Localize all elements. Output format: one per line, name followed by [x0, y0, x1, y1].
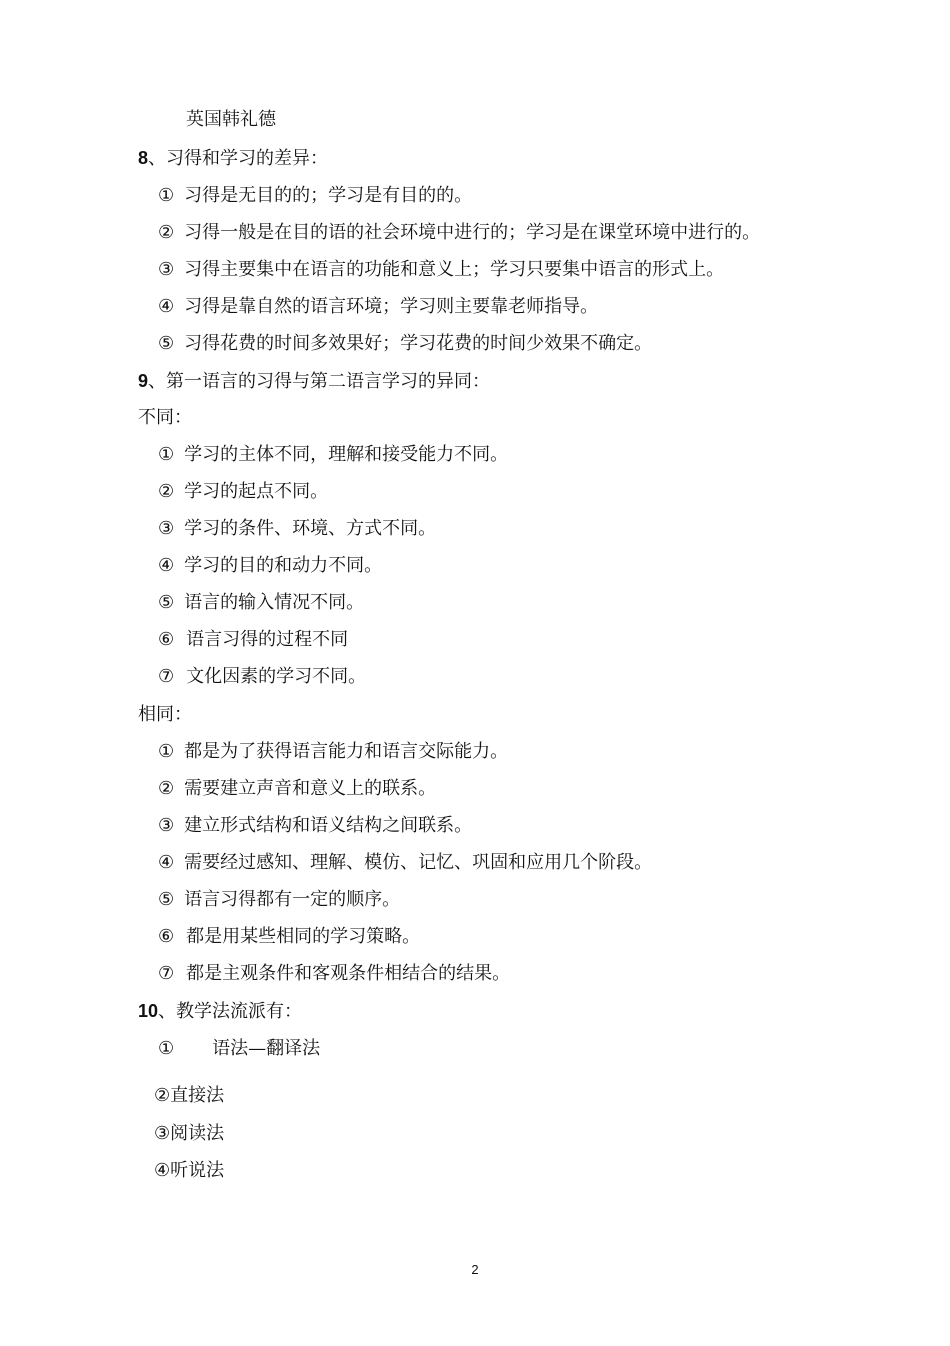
item-marker: ⑦ — [158, 963, 175, 984]
list-item — [158, 926, 420, 948]
item-text: 语言习得的过程不同 — [186, 629, 349, 650]
list-item — [158, 778, 436, 800]
item-text: 习得主要集中在语言的功能和意义上；学习只要集中语言的形式上。 — [184, 259, 725, 280]
list-item — [158, 741, 508, 763]
item-text: 文化因素的学习不同。 — [186, 666, 367, 687]
item-text: 都是主观条件和客观条件相结合的结果。 — [186, 963, 511, 984]
item-marker: ③ — [154, 1123, 171, 1144]
differences-label: 不同： — [138, 407, 192, 428]
similarities-label: 相同： — [138, 704, 192, 725]
list-item — [158, 629, 348, 651]
item-marker: ② — [158, 481, 175, 502]
item-marker: ④ — [154, 1160, 171, 1181]
item-text: 语言的输入情况不同。 — [184, 592, 365, 613]
list-item — [154, 1160, 224, 1182]
item-marker: ② — [158, 222, 175, 243]
item-marker: ① — [158, 444, 175, 465]
list-item — [154, 1123, 224, 1145]
list-item — [158, 852, 652, 874]
intro-line: 英国韩礼德 — [186, 109, 276, 130]
section-10-heading — [138, 1000, 302, 1023]
item-marker: ⑥ — [158, 629, 175, 650]
list-item — [158, 815, 472, 837]
item-text: 学习的主体不同，理解和接受能力不同。 — [184, 444, 509, 465]
item-marker: ④ — [158, 555, 175, 576]
item-marker: ⑦ — [158, 666, 175, 687]
section-title: 、习得和学习的差异： — [148, 148, 329, 169]
item-text: 习得是无目的的；学习是有目的的。 — [184, 185, 473, 206]
section-title: 、第一语言的习得与第二语言学习的异同： — [148, 371, 491, 392]
item-marker: ② — [154, 1085, 171, 1106]
list-item — [158, 259, 724, 281]
section-number: 10 — [138, 1001, 159, 1021]
list-item — [158, 555, 382, 577]
item-text: 习得花费的时间多效果好；学习花费的时间少效果不确定。 — [184, 333, 653, 354]
item-text: 需要建立声音和意义上的联系。 — [184, 778, 437, 799]
item-text: 习得一般是在目的语的社会环境中进行的；学习是在课堂环境中进行的。 — [184, 222, 761, 243]
list-item — [158, 518, 436, 540]
section-title: 、教学法流派有： — [158, 1001, 303, 1022]
item-text: 习得是靠自然的语言环境；学习则主要靠老师指导。 — [184, 296, 599, 317]
item-marker: ③ — [158, 518, 175, 539]
item-text: 建立形式结构和语义结构之间联系。 — [184, 815, 473, 836]
page-number: 2 — [471, 1262, 479, 1277]
list-item — [158, 185, 472, 207]
item-marker: ⑥ — [158, 926, 175, 947]
list-item — [158, 666, 366, 688]
section-8-heading — [138, 147, 328, 170]
item-marker: ① — [158, 185, 175, 206]
item-marker: ③ — [158, 259, 175, 280]
item-marker: ① — [158, 1038, 175, 1059]
list-item — [158, 296, 598, 318]
list-item — [158, 222, 760, 244]
list-item — [158, 592, 364, 614]
item-text: 阅读法 — [170, 1123, 225, 1144]
item-marker: ⑤ — [158, 592, 175, 613]
list-item — [158, 963, 510, 985]
list-item — [154, 1085, 224, 1107]
section-9-heading — [138, 370, 490, 393]
item-text: 都是用某些相同的学习策略。 — [186, 926, 421, 947]
list-item — [158, 481, 328, 503]
list-item — [158, 1038, 320, 1060]
item-text: 听说法 — [170, 1160, 225, 1181]
item-marker: ⑤ — [158, 333, 175, 354]
item-text: 语法—翻译法 — [212, 1038, 321, 1059]
list-item — [158, 444, 508, 466]
item-marker: ④ — [158, 296, 175, 317]
list-item — [158, 333, 652, 355]
item-marker: ⑤ — [158, 889, 175, 910]
item-marker: ① — [158, 741, 175, 762]
item-text: 需要经过感知、理解、模仿、记忆、巩固和应用几个阶段。 — [184, 852, 653, 873]
item-text: 学习的目的和动力不同。 — [184, 555, 383, 576]
item-marker: ③ — [158, 815, 175, 836]
item-text: 都是为了获得语言能力和语言交际能力。 — [184, 741, 509, 762]
item-text: 语言习得都有一定的顺序。 — [184, 889, 401, 910]
item-text: 直接法 — [170, 1085, 225, 1106]
item-marker: ④ — [158, 852, 175, 873]
section-number: 9 — [138, 371, 149, 391]
item-marker: ② — [158, 778, 175, 799]
item-text: 学习的条件、环境、方式不同。 — [184, 518, 437, 539]
item-text: 学习的起点不同。 — [184, 481, 329, 502]
list-item — [158, 889, 400, 911]
section-number: 8 — [138, 148, 149, 168]
